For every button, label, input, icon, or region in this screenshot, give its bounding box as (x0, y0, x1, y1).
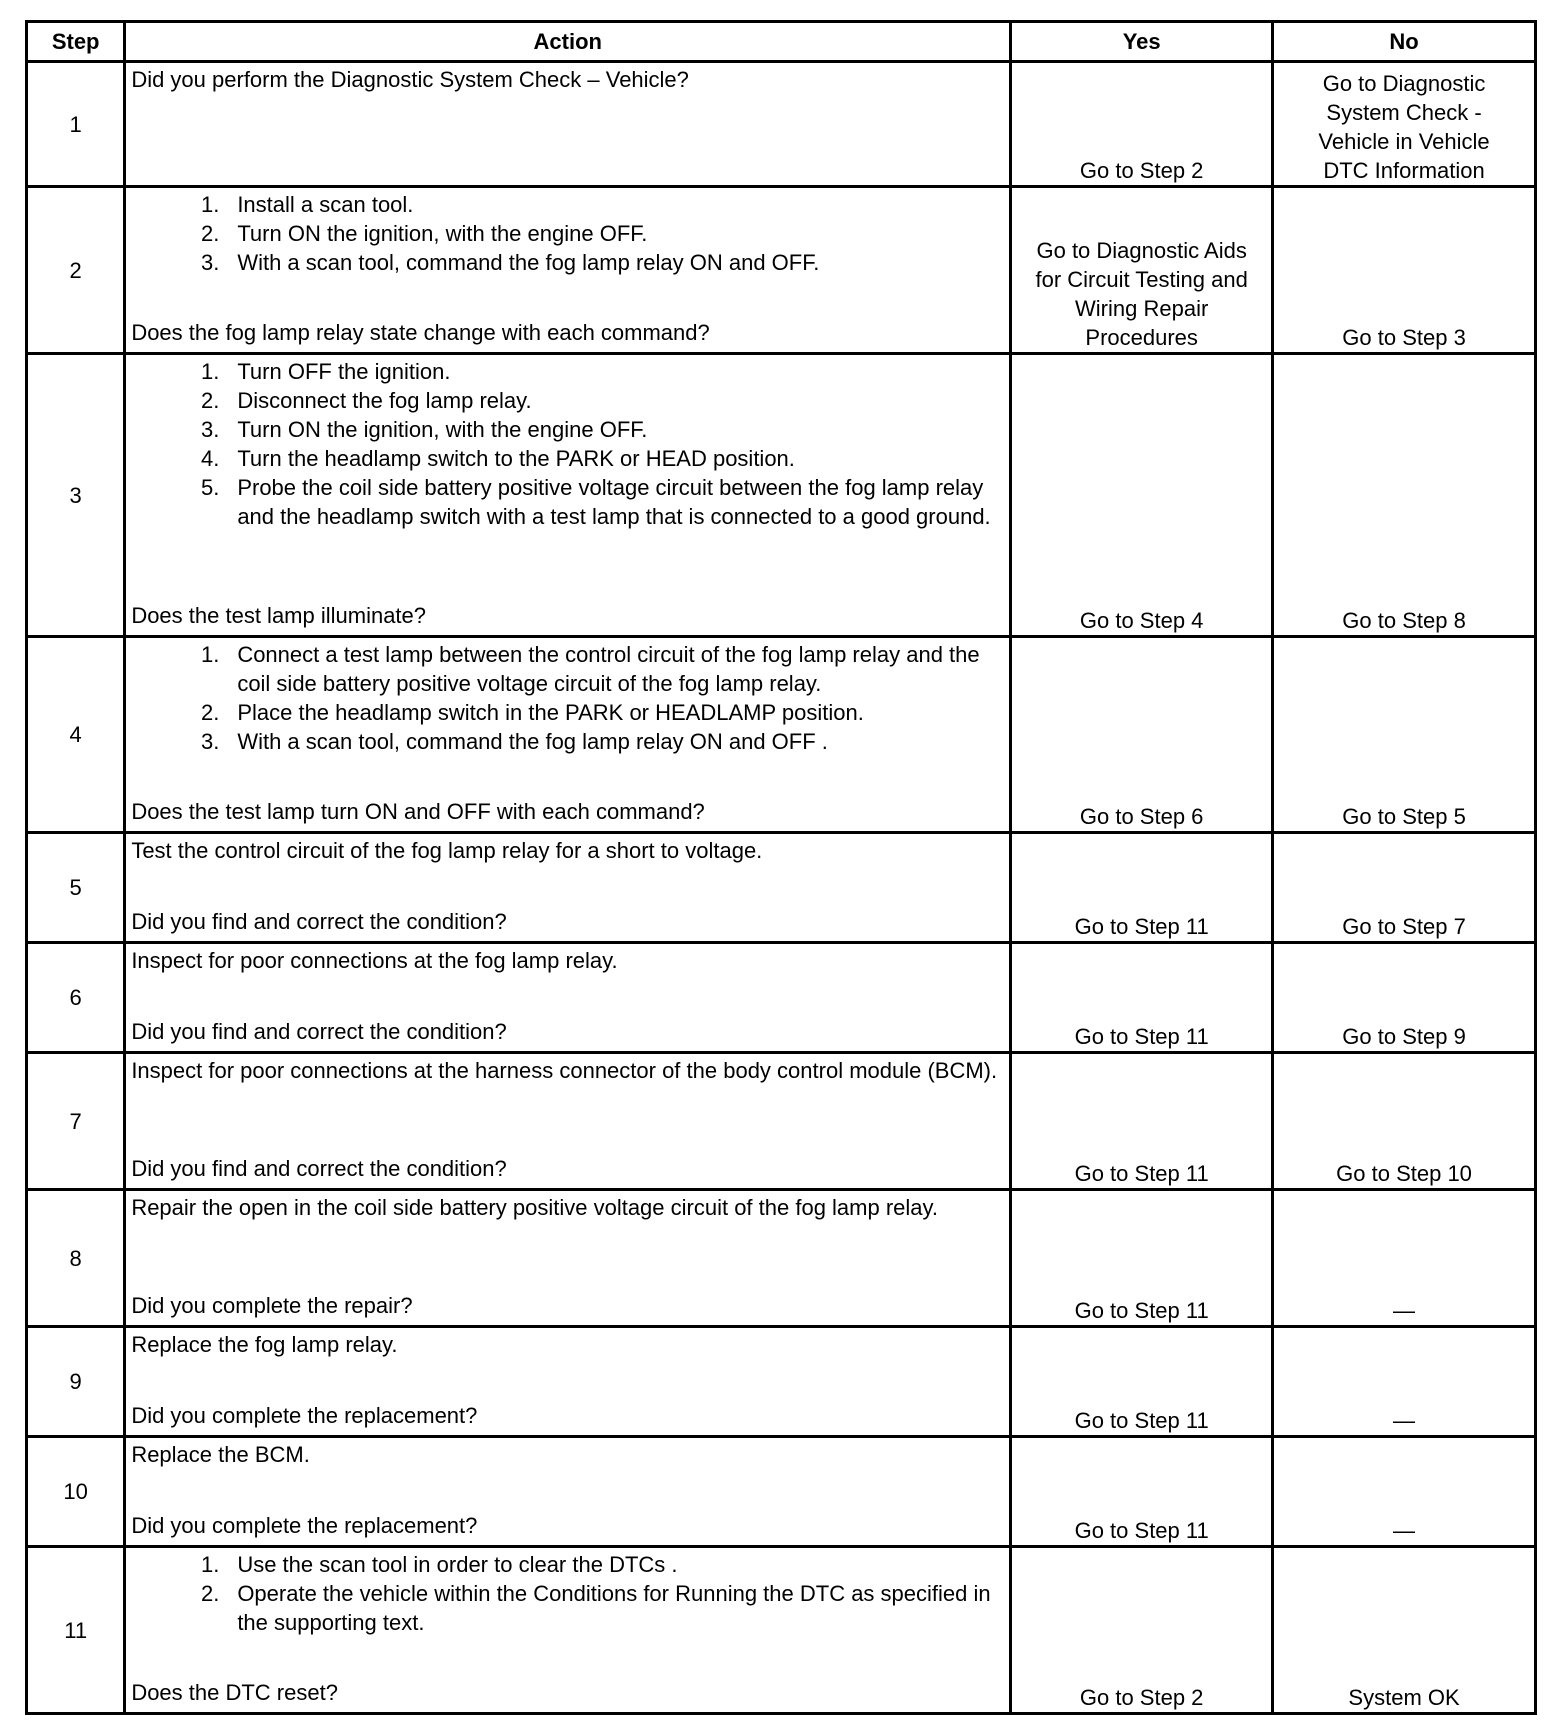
no-result-cell (1273, 943, 1536, 1053)
action-instruction: Inspect for poor connections at the harness connector of the body control module (BCM). (131, 1058, 998, 1083)
action-cell (125, 833, 1011, 943)
action-body (131, 357, 1003, 531)
action-instruction: Replace the BCM. (131, 1442, 310, 1467)
action-step-text: Use the scan tool in order to clear the DTCs . (237, 1552, 678, 1577)
action-step-text: Probe the coil side battery positive voltage circuit between the fog lamp relay and the headlamp switch with a test lamp that is connected to a good ground. (237, 475, 991, 529)
action-body (131, 65, 1003, 94)
action-step-number: 3. (200, 250, 220, 275)
action-step-item (131, 190, 1003, 219)
table-row (27, 1327, 1536, 1437)
yes-result-cell (1011, 1053, 1273, 1190)
table-row (27, 637, 1536, 833)
yes-result-cell (1011, 943, 1273, 1053)
yes-result-cell (1011, 1547, 1273, 1714)
table-row (27, 354, 1536, 637)
action-cell (125, 637, 1011, 833)
table-row (27, 943, 1536, 1053)
action-question: Does the fog lamp relay state change with each command? (131, 320, 710, 345)
step-number: 5 (27, 833, 125, 943)
action-cell (125, 187, 1011, 354)
yes-result: Go to Step 2 (1079, 158, 1204, 183)
action-question: Did you find and correct the condition? (131, 909, 507, 934)
no-result-cell (1273, 1190, 1536, 1327)
table-body (27, 62, 1536, 1714)
action-content (126, 63, 1009, 182)
action-step-item (131, 386, 1003, 415)
action-step-number: 1. (200, 642, 220, 667)
header-step: Step (27, 22, 125, 62)
no-result: — (1393, 1408, 1416, 1433)
action-step-text: Turn ON the ignition, with the engine OFF. (237, 417, 648, 442)
action-step-text: Operate the vehicle within the Conditions for Running the DTC as specified in the supporting text. (237, 1581, 991, 1635)
action-body (131, 1440, 1003, 1469)
step-number: 7 (27, 1053, 125, 1190)
yes-result-cell (1011, 1327, 1273, 1437)
action-question: Does the test lamp turn ON and OFF with each command? (131, 799, 705, 824)
action-step-number: 2. (200, 221, 220, 246)
step-number: 3 (27, 354, 125, 637)
action-step-text: Disconnect the fog lamp relay. (237, 388, 532, 413)
step-number: 6 (27, 943, 125, 1053)
no-result: Go to Diagnostic System Check - Vehicle in Vehicle DTC Information (1318, 71, 1490, 183)
table-row (27, 1437, 1536, 1547)
action-content (126, 1548, 1009, 1709)
action-question: Does the DTC reset? (131, 1680, 338, 1705)
action-question: Did you find and correct the condition? (131, 1156, 507, 1181)
action-step-item (131, 219, 1003, 248)
yes-result-cell (1011, 637, 1273, 833)
action-cell (125, 1327, 1011, 1437)
action-step-text: Turn the headlamp switch to the PARK or HEAD position. (237, 446, 795, 471)
action-step-item (131, 357, 1003, 386)
action-body (131, 640, 1003, 756)
action-cell (125, 943, 1011, 1053)
step-number: 9 (27, 1327, 125, 1437)
yes-result: Go to Step 11 (1074, 1408, 1209, 1433)
action-step-number: 3. (200, 729, 220, 754)
table-row (27, 187, 1536, 354)
action-body (131, 836, 1003, 865)
action-step-number: 1. (200, 192, 220, 217)
action-question: Did you complete the replacement? (131, 1513, 478, 1538)
action-steps-list (131, 1550, 1003, 1637)
yes-result: Go to Step 6 (1079, 804, 1204, 829)
action-step-item (131, 248, 1003, 277)
no-result-cell (1273, 187, 1536, 354)
action-cell (125, 354, 1011, 637)
yes-result: Go to Step 11 (1074, 914, 1209, 939)
table-row (27, 833, 1536, 943)
action-instruction: Did you perform the Diagnostic System Check – Vehicle? (131, 67, 689, 92)
no-result-cell (1273, 354, 1536, 637)
no-result: Go to Step 7 (1342, 914, 1466, 939)
action-step-item (131, 415, 1003, 444)
action-question: Does the test lamp illuminate? (131, 603, 427, 628)
action-content (126, 1191, 1009, 1322)
action-body (131, 1056, 1003, 1085)
yes-result: Go to Step 2 (1079, 1685, 1204, 1710)
no-result-cell (1273, 62, 1536, 187)
action-step-item (131, 727, 1003, 756)
action-instruction: Replace the fog lamp relay. (131, 1332, 398, 1357)
action-content (126, 188, 1009, 349)
yes-result: Go to Step 11 (1074, 1161, 1209, 1186)
action-step-item (131, 640, 1003, 698)
action-steps-list (131, 357, 1003, 531)
no-result: Go to Step 9 (1342, 1024, 1466, 1049)
action-step-text: Turn OFF the ignition. (237, 359, 451, 384)
action-instruction: Inspect for poor connections at the fog lamp relay. (131, 948, 618, 973)
no-result: System OK (1348, 1685, 1460, 1710)
header-yes: Yes (1011, 22, 1273, 62)
yes-result: Go to Diagnostic Aids for Circuit Testing and Wiring Repair Procedures (1035, 238, 1248, 350)
no-result: Go to Step 5 (1342, 804, 1466, 829)
diagnostic-table (25, 20, 1537, 1715)
action-content (126, 944, 1009, 1048)
yes-result-cell (1011, 187, 1273, 354)
action-step-number: 2. (200, 388, 220, 413)
no-result-cell (1273, 1327, 1536, 1437)
action-content (126, 834, 1009, 938)
yes-result-cell (1011, 62, 1273, 187)
table-row (27, 1190, 1536, 1327)
step-number: 8 (27, 1190, 125, 1327)
no-result-cell (1273, 1547, 1536, 1714)
table-row (27, 62, 1536, 187)
action-cell (125, 1437, 1011, 1547)
yes-result: Go to Step 11 (1074, 1518, 1209, 1543)
action-step-text: Turn ON the ignition, with the engine OFF. (237, 221, 648, 246)
step-number: 1 (27, 62, 125, 187)
action-instruction: Test the control circuit of the fog lamp relay for a short to voltage. (131, 838, 763, 863)
action-instruction: Repair the open in the coil side battery positive voltage circuit of the fog lamp relay. (131, 1195, 939, 1220)
no-result: Go to Step 3 (1342, 325, 1466, 350)
action-step-item (131, 473, 1003, 531)
action-cell (125, 1053, 1011, 1190)
yes-result: Go to Step 11 (1074, 1024, 1209, 1049)
action-step-number: 5. (200, 475, 220, 500)
step-number: 4 (27, 637, 125, 833)
action-content (126, 355, 1009, 632)
action-question: Did you complete the repair? (131, 1293, 413, 1318)
action-content (126, 1054, 1009, 1185)
action-step-number: 2. (200, 700, 220, 725)
action-step-text: With a scan tool, command the fog lamp relay ON and OFF . (237, 729, 828, 754)
action-step-item (131, 698, 1003, 727)
action-cell (125, 62, 1011, 187)
action-step-item (131, 1579, 1003, 1637)
yes-result-cell (1011, 354, 1273, 637)
no-result-cell (1273, 1053, 1536, 1190)
table-row (27, 1053, 1536, 1190)
action-cell (125, 1190, 1011, 1327)
yes-result: Go to Step 4 (1079, 608, 1204, 633)
action-cell (125, 1547, 1011, 1714)
step-number: 10 (27, 1437, 125, 1547)
action-step-number: 2. (200, 1581, 220, 1606)
no-result: — (1393, 1298, 1416, 1323)
action-step-number: 1. (200, 359, 220, 384)
table-row (27, 1547, 1536, 1714)
action-body (131, 1550, 1003, 1637)
header-no: No (1273, 22, 1536, 62)
action-steps-list (131, 190, 1003, 277)
action-question: Did you complete the replacement? (131, 1403, 478, 1428)
step-number: 11 (27, 1547, 125, 1714)
action-body (131, 1193, 1003, 1222)
action-content (126, 638, 1009, 828)
no-result: — (1393, 1518, 1416, 1543)
no-result-cell (1273, 1437, 1536, 1547)
action-question: Did you find and correct the condition? (131, 1019, 507, 1044)
action-content (126, 1438, 1009, 1542)
action-step-number: 3. (200, 417, 220, 442)
action-body (131, 946, 1003, 975)
action-step-text: With a scan tool, command the fog lamp relay ON and OFF. (237, 250, 820, 275)
header-action: Action (125, 22, 1011, 62)
yes-result-cell (1011, 833, 1273, 943)
step-number: 2 (27, 187, 125, 354)
yes-result-cell (1011, 1437, 1273, 1547)
action-steps-list (131, 640, 1003, 756)
action-body (131, 190, 1003, 277)
action-step-text: Install a scan tool. (237, 192, 414, 217)
action-step-item (131, 444, 1003, 473)
yes-result: Go to Step 11 (1074, 1298, 1209, 1323)
action-body (131, 1330, 1003, 1359)
action-step-item (131, 1550, 1003, 1579)
action-step-text: Connect a test lamp between the control circuit of the fog lamp relay and the coil side battery positive voltage circuit of the fog lamp relay. (237, 642, 980, 696)
header-row (27, 22, 1536, 62)
no-result: Go to Step 10 (1336, 1161, 1472, 1186)
action-content (126, 1328, 1009, 1432)
action-step-number: 1. (200, 1552, 220, 1577)
yes-result-cell (1011, 1190, 1273, 1327)
no-result-cell (1273, 637, 1536, 833)
action-step-text: Place the headlamp switch in the PARK or HEADLAMP position. (237, 700, 864, 725)
no-result: Go to Step 8 (1342, 608, 1466, 633)
no-result-cell (1273, 833, 1536, 943)
action-step-number: 4. (200, 446, 220, 471)
